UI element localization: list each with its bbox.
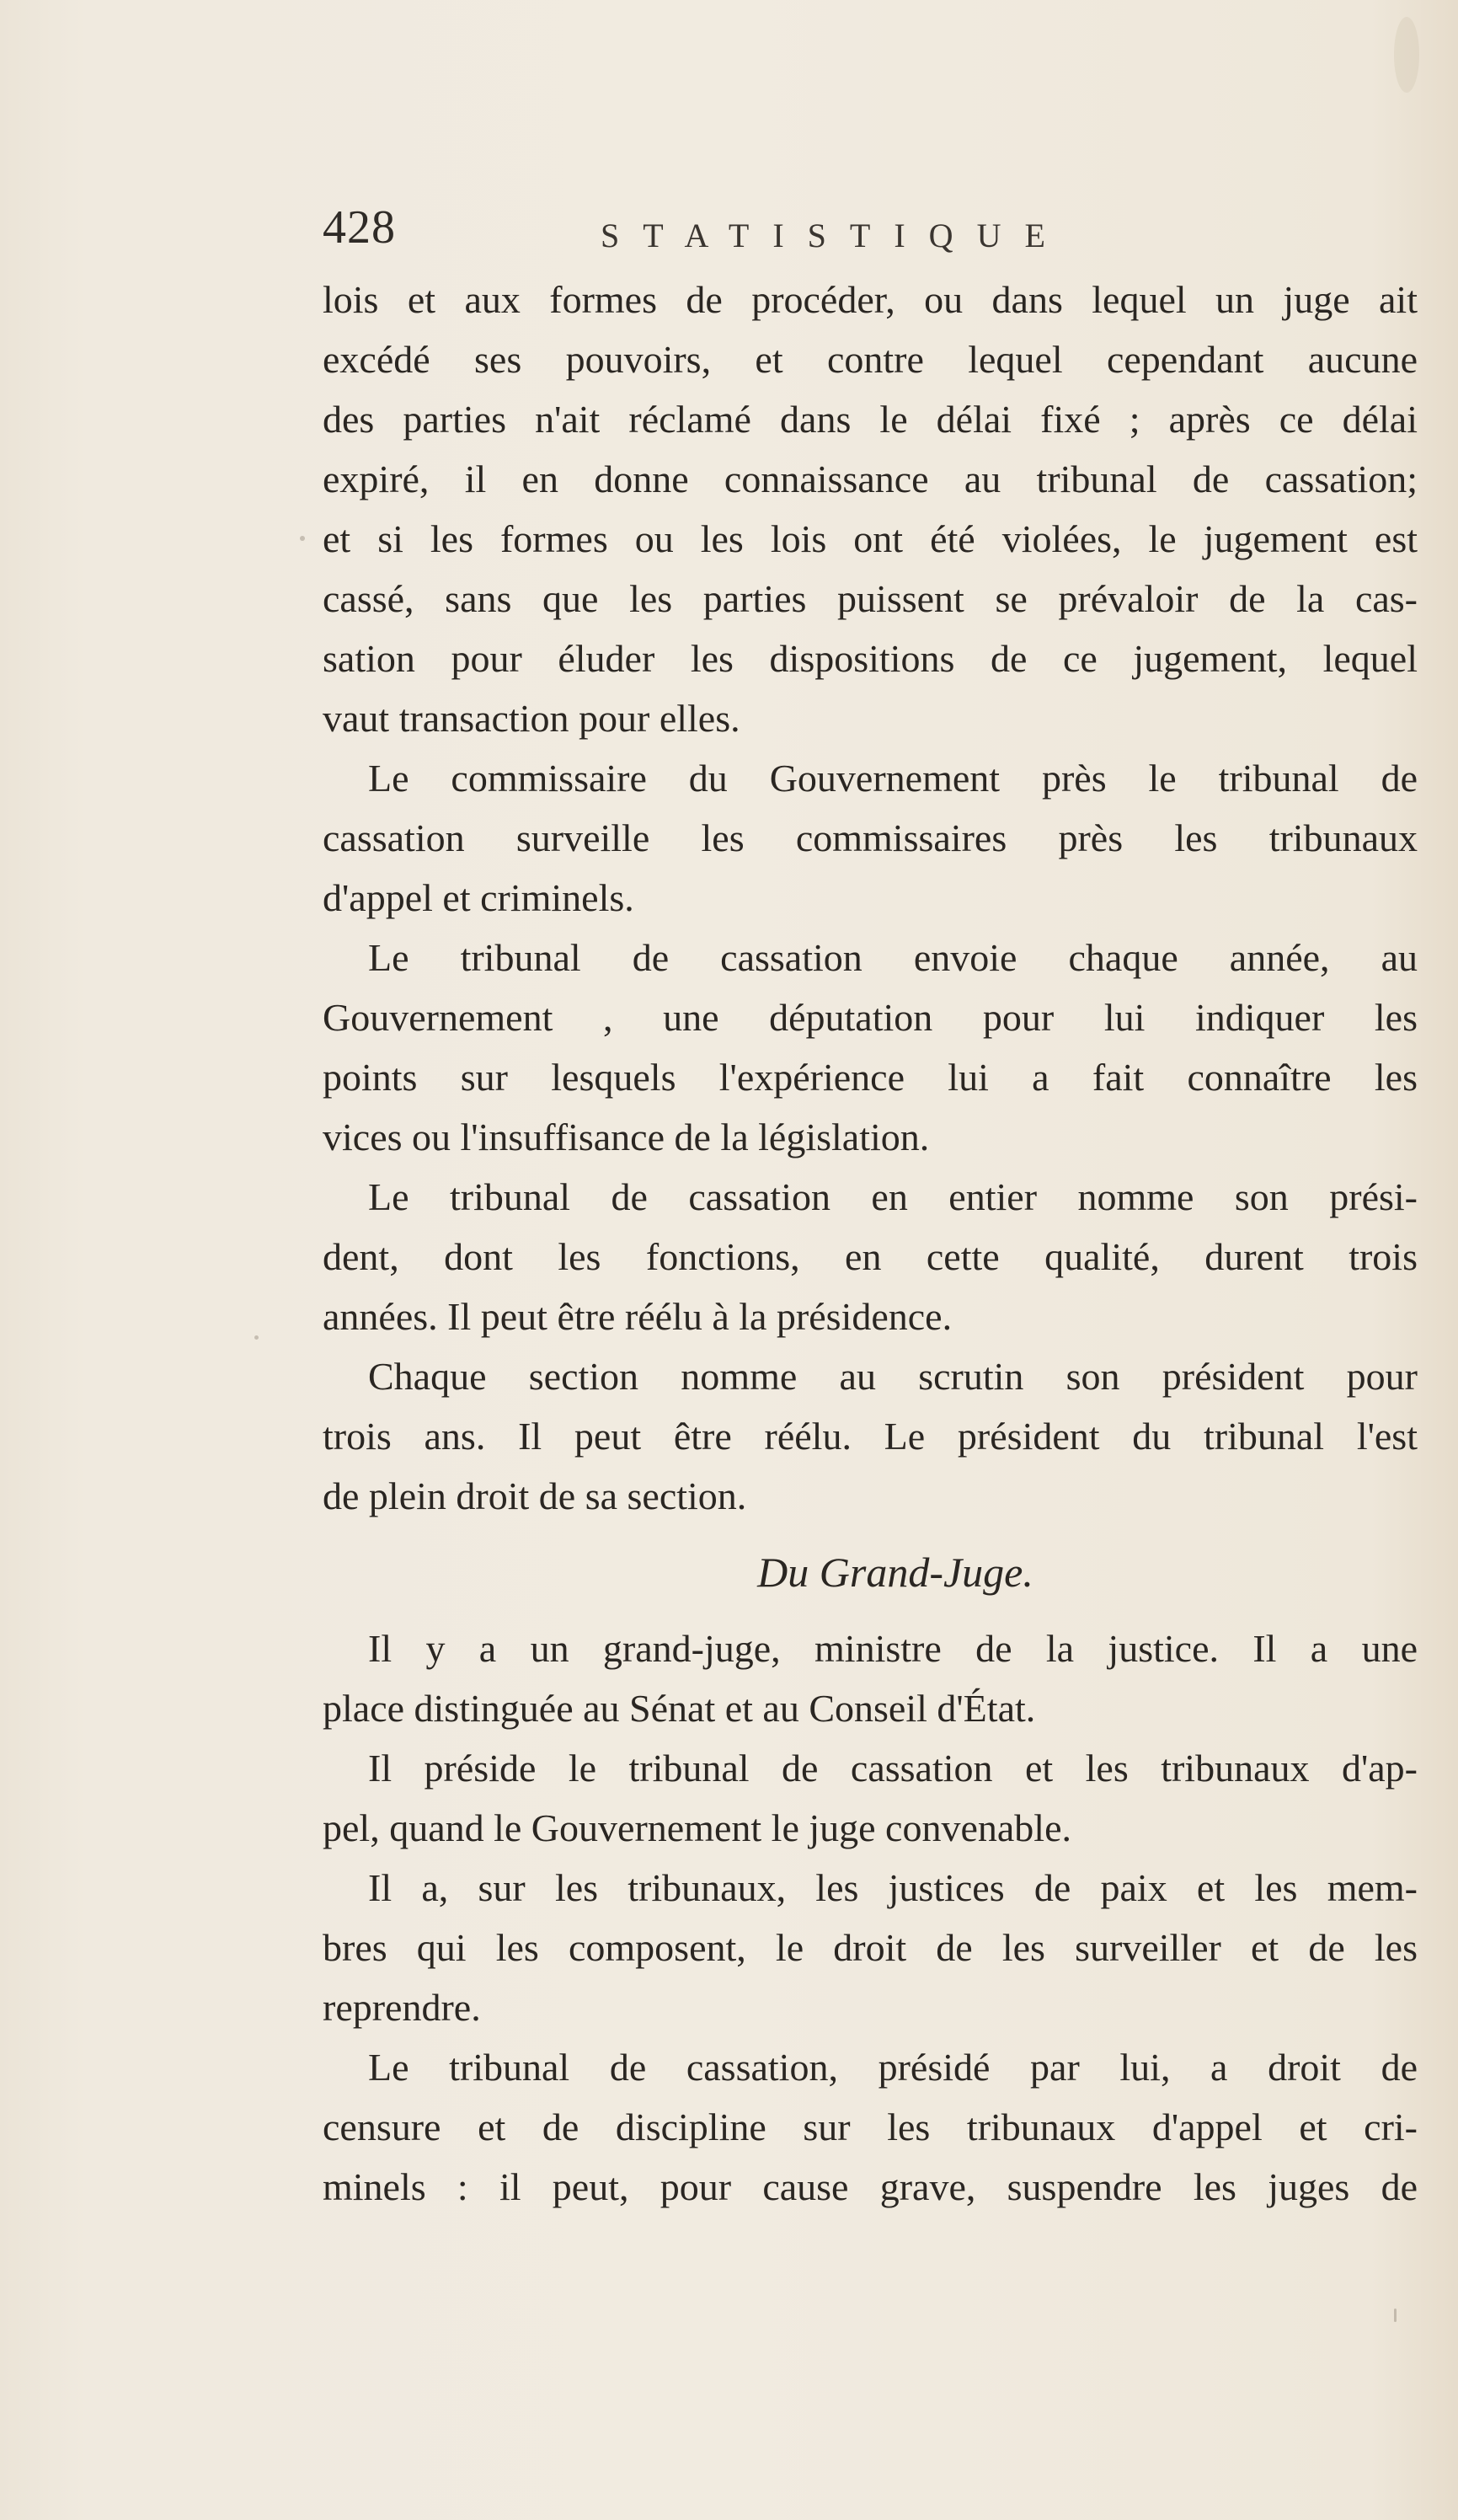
text-line: Il préside le tribunal de cassation et les tribunaux d'ap- <box>368 1747 1418 1790</box>
text-line: points sur lesquels l'expérience lui a fait connaître les <box>323 1056 1418 1099</box>
text-line: Le tribunal de cassation envoie chaque année, au <box>368 936 1418 979</box>
text-line: Le tribunal de cassation, présidé par lui, a droit de <box>368 2046 1418 2089</box>
text-line: excédé ses pouvoirs, et contre lequel cependant aucune <box>323 338 1418 381</box>
text-line: d'appel et criminels. <box>323 876 634 919</box>
text-line: bres qui les composent, le droit de les surveiller et de les <box>323 1926 1418 1969</box>
text-line: cassé, sans que les parties puissent se prévaloir de la cas- <box>323 577 1418 620</box>
page-number: 428 <box>323 201 396 254</box>
text-line: Gouvernement , une députation pour lui indiquer les <box>323 996 1418 1039</box>
text-line: minels : il peut, pour cause grave, suspendre les juges de <box>323 2165 1418 2208</box>
ink-speck <box>1394 2309 1397 2322</box>
text-line: dent, dont les fonctions, en cette qualité, durent trois <box>323 1235 1418 1278</box>
text-line: place distinguée au Sénat et au Conseil d'État. <box>323 1687 1036 1730</box>
running-head <box>323 201 1165 268</box>
text-line: lois et aux formes de procéder, ou dans lequel un juge ait <box>323 278 1418 321</box>
body-text <box>323 270 1418 2217</box>
text-line: de plein droit de sa section. <box>323 1474 747 1517</box>
ink-speck <box>254 1335 259 1340</box>
text-line: et si les formes ou les lois ont été violées, le jugement est <box>323 517 1418 560</box>
text-line: pel, quand le Gouvernement le juge convenable. <box>323 1806 1072 1849</box>
ink-speck <box>300 536 305 541</box>
text-line: reprendre. <box>323 1986 481 2029</box>
section-heading: Du Grand-Juge. <box>757 1549 1033 1596</box>
running-title: STATISTIQUE <box>601 217 1069 254</box>
text-line: vaut transaction pour elles. <box>323 697 740 740</box>
text-line: Il y a un grand-juge, ministre de la justice. Il a une <box>368 1627 1418 1670</box>
text-line: vices ou l'insuffisance de la législation. <box>323 1116 930 1158</box>
text-line: sation pour éluder les dispositions de ce jugement, lequel <box>323 637 1418 680</box>
text-line: des parties n'ait réclamé dans le délai fixé ; après ce délai <box>323 398 1418 441</box>
text-line: années. Il peut être réélu à la présidence. <box>323 1295 953 1338</box>
text-line: trois ans. Il peut être réélu. Le président du tribunal l'est <box>323 1415 1418 1458</box>
text-line: Le commissaire du Gouvernement près le tribunal de <box>368 757 1418 800</box>
text-line: Chaque section nomme au scrutin son président pour <box>368 1355 1418 1398</box>
text-line: cassation surveille les commissaires près les tribunaux <box>323 816 1418 859</box>
text-line: censure et de discipline sur les tribunaux d'appel et cri- <box>323 2105 1418 2148</box>
paper-stain <box>1394 17 1419 93</box>
text-line: expiré, il en donne connaissance au tribunal de cassation; <box>323 457 1418 500</box>
text-line: Il a, sur les tribunaux, les justices de paix et les mem- <box>368 1866 1418 1909</box>
text-line: Le tribunal de cassation en entier nomme son prési- <box>368 1175 1418 1218</box>
